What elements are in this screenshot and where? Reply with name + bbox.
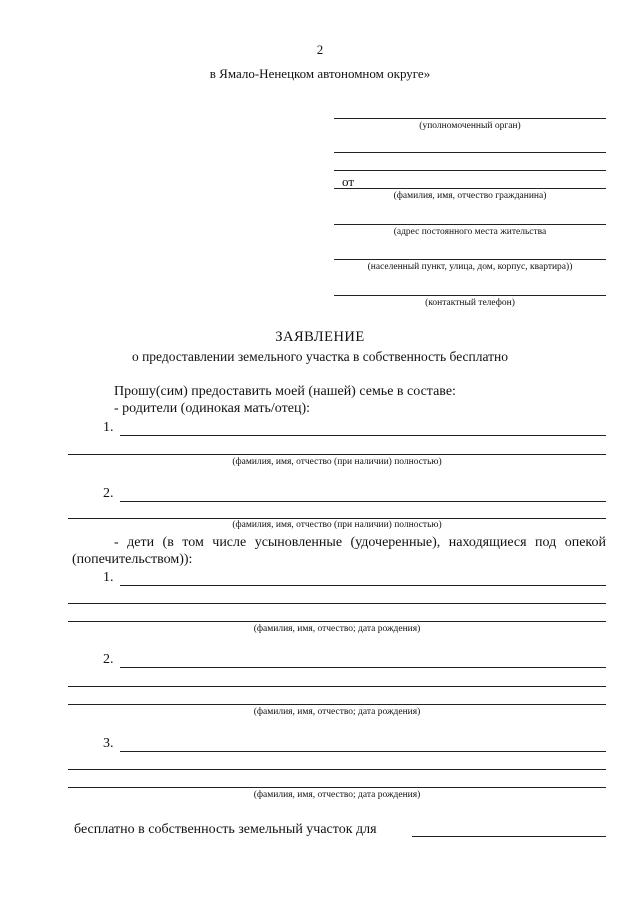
parent-1-number: 1. bbox=[103, 420, 114, 435]
parent-2-field-line[interactable] bbox=[120, 501, 606, 502]
citizen-name-field-line[interactable] bbox=[334, 188, 606, 189]
from-label: от bbox=[342, 174, 355, 189]
child-1-field-line[interactable] bbox=[120, 585, 606, 586]
child-2-number: 2. bbox=[103, 652, 114, 667]
child-3-field-line-2[interactable] bbox=[68, 769, 606, 770]
authority-extra-line-2[interactable] bbox=[334, 170, 606, 171]
child-1-number: 1. bbox=[103, 570, 114, 585]
document-title: ЗАЯВЛЕНИЕ bbox=[275, 329, 365, 345]
purpose-field-line[interactable] bbox=[412, 836, 606, 837]
residence-field-line[interactable] bbox=[334, 224, 606, 225]
request-line: Прошу(сим) предоставить моей (нашей) семье в составе: bbox=[114, 384, 456, 399]
child-3-caption: (фамилия, имя, отчество; дата рождения) bbox=[253, 790, 421, 800]
child-3-field-line-3[interactable] bbox=[68, 787, 606, 788]
child-3-number: 3. bbox=[103, 736, 114, 751]
phone-caption: (контактный телефон) bbox=[425, 298, 515, 308]
address-detail-field-line[interactable] bbox=[334, 259, 606, 260]
child-2-field-line[interactable] bbox=[120, 667, 606, 668]
children-label-line-2: (попечительством)): bbox=[72, 552, 193, 567]
document-subtitle: о предоставлении земельного участка в собственность бесплатно bbox=[131, 349, 509, 364]
authority-extra-line-1[interactable] bbox=[334, 152, 606, 153]
parent-2-number: 2. bbox=[103, 486, 114, 501]
page-number: 2 bbox=[316, 42, 324, 57]
children-label-line-1: - дети (в том числе усыновленные (удочеренные), находящиеся под опекой bbox=[114, 535, 606, 550]
child-1-caption: (фамилия, имя, отчество; дата рождения) bbox=[253, 624, 421, 634]
phone-field-line[interactable] bbox=[334, 295, 606, 296]
residence-caption: (адрес постоянного места жительства bbox=[393, 227, 547, 237]
parent-1-caption: (фамилия, имя, отчество (при наличии) полностью) bbox=[232, 457, 442, 467]
child-2-field-line-2[interactable] bbox=[68, 686, 606, 687]
parent-1-field-line-2[interactable] bbox=[68, 454, 606, 455]
child-1-field-line-3[interactable] bbox=[68, 621, 606, 622]
citizen-name-caption: (фамилия, имя, отчество гражданина) bbox=[393, 191, 547, 201]
header-continuation: в Ямало-Ненецком автономном округе» bbox=[209, 66, 431, 81]
parent-2-field-line-2[interactable] bbox=[68, 518, 606, 519]
address-detail-caption: (населенный пункт, улица, дом, корпус, квартира)) bbox=[367, 262, 573, 272]
final-purpose-line: бесплатно в собственность земельный участок для bbox=[74, 822, 377, 837]
child-1-field-line-2[interactable] bbox=[68, 603, 606, 604]
parent-1-field-line[interactable] bbox=[120, 435, 606, 436]
parent-2-caption: (фамилия, имя, отчество (при наличии) полностью) bbox=[232, 520, 442, 530]
parents-label: - родители (одинокая мать/отец): bbox=[114, 401, 310, 416]
child-2-caption: (фамилия, имя, отчество; дата рождения) bbox=[253, 707, 421, 717]
child-2-field-line-3[interactable] bbox=[68, 704, 606, 705]
authority-caption: (уполномоченный орган) bbox=[419, 121, 521, 131]
child-3-field-line[interactable] bbox=[120, 751, 606, 752]
authority-field-line[interactable] bbox=[334, 118, 606, 119]
